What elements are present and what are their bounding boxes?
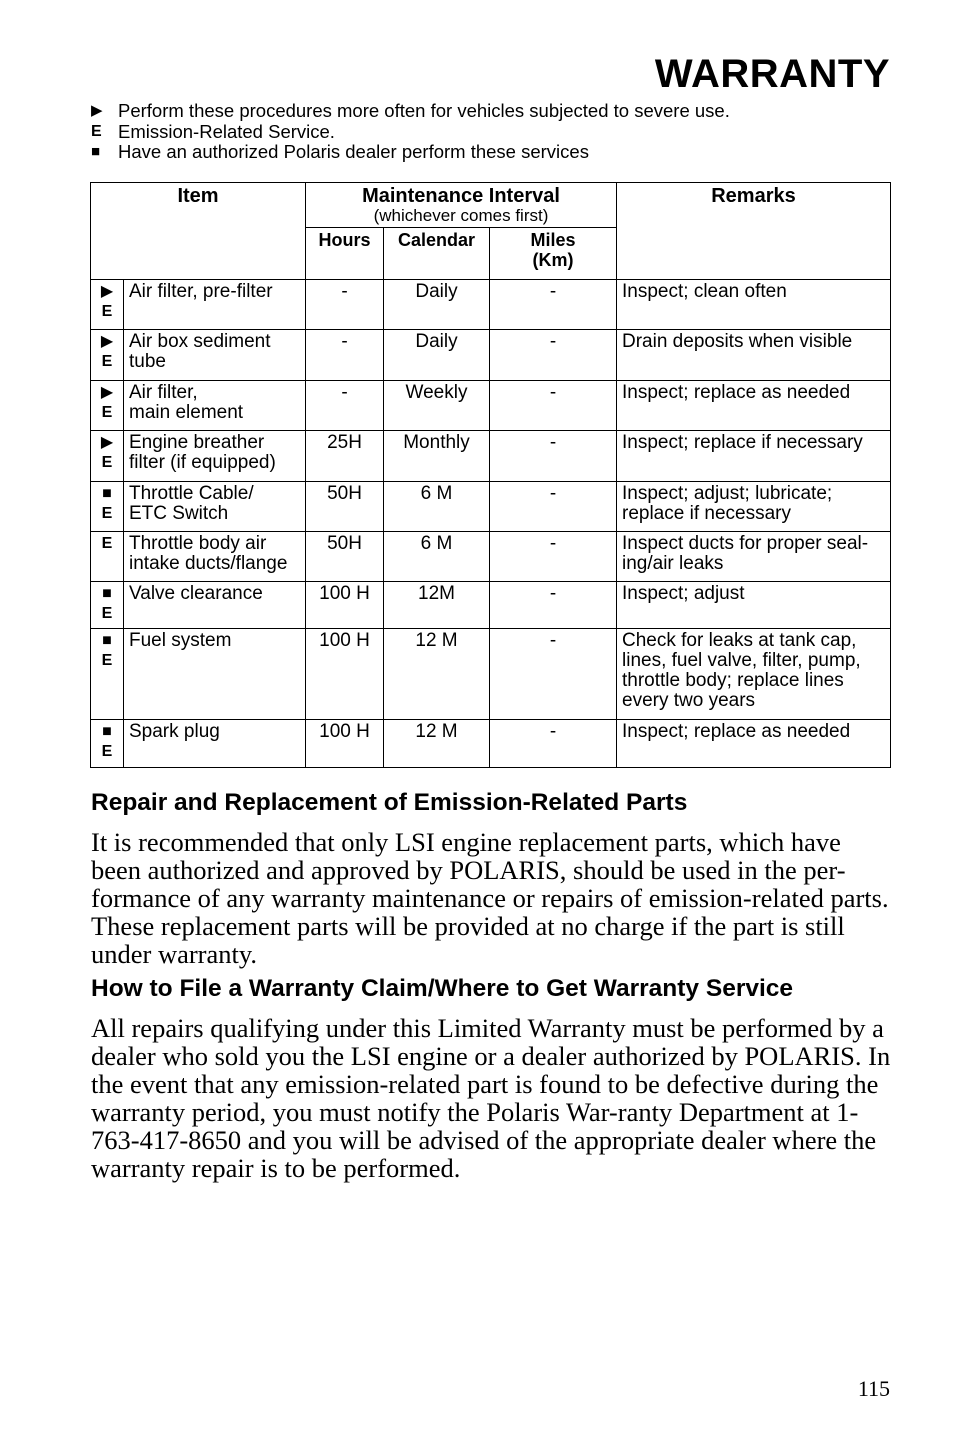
row-item: Air filter, main element xyxy=(124,381,306,431)
row-symbol: E xyxy=(101,303,113,320)
section-heading-claim: How to File a Warranty Claim/Where to Get Warranty Service xyxy=(91,975,794,1002)
row-calendar: Daily xyxy=(384,330,490,381)
row-symbols xyxy=(91,532,124,582)
row-miles: - xyxy=(490,532,617,582)
maintenance-table xyxy=(90,182,891,768)
legend xyxy=(91,101,730,163)
row-miles: - xyxy=(490,381,617,431)
table-row xyxy=(91,280,891,330)
table-row xyxy=(91,482,891,532)
row-hours: 50H xyxy=(306,482,384,532)
row-item: Air box sediment tube xyxy=(124,330,306,381)
page-number: 115 xyxy=(857,1376,890,1401)
triangle-icon: ▶ xyxy=(91,102,103,119)
row-miles: - xyxy=(490,582,617,629)
table-row xyxy=(91,582,891,629)
row-symbol: E xyxy=(101,652,113,669)
row-remarks: Inspect; replace as needed xyxy=(617,381,891,431)
row-symbol: ▶ xyxy=(100,384,114,401)
row-symbol: E xyxy=(101,454,113,471)
row-symbols xyxy=(91,582,124,629)
table-row xyxy=(91,381,891,431)
row-symbols xyxy=(91,330,124,381)
table-row xyxy=(91,532,891,582)
row-symbol: E xyxy=(101,743,113,760)
table-row xyxy=(91,720,891,768)
header-interval-note: (whichever comes first) xyxy=(373,206,549,225)
row-symbols xyxy=(91,381,124,431)
row-item: Fuel system xyxy=(124,629,306,720)
row-symbol: E xyxy=(101,535,113,552)
section-heading-repair: Repair and Replacement of Emission-Related Parts xyxy=(91,789,688,816)
section-body-claim: All repairs qualifying under this Limited Warranty must be performed by a dealer who sold you the LSI engine or a dealer authorized by POLARIS. In the event that any emission-related part is found to be defective during the warranty period, you must notify the Polaris War-ranty Department at 1-763-417-8650 and you will be advised of the appropriate dealer where the warranty repair is to be performed. xyxy=(91,1013,891,1183)
row-item: Throttle Cable/ ETC Switch xyxy=(124,482,306,532)
page-title: WARRANTY xyxy=(654,52,890,96)
row-calendar: Weekly xyxy=(384,381,490,431)
table-row xyxy=(91,431,891,482)
row-remarks: Inspect; replace as needed xyxy=(617,720,891,768)
row-symbols xyxy=(91,280,124,330)
row-remarks: Check for leaks at tank cap, lines, fuel valve, filter, pump, throttle body; replace lines every two years xyxy=(617,629,891,720)
row-symbol: ▶ xyxy=(100,434,114,451)
row-miles: - xyxy=(490,482,617,532)
header-item: Item xyxy=(91,183,306,280)
legend-text: Emission-Related Service. xyxy=(118,120,335,142)
section-body-repair: It is recommended that only LSI engine replacement parts, which have been authorized and approved by POLARIS, should be used in the per-formance of any warranty maintenance or repairs of emission-related parts. These replacement parts will be provided at no charge if the part is still under warranty. xyxy=(91,827,889,969)
row-hours: 100 H xyxy=(306,720,384,768)
row-symbols xyxy=(91,720,124,768)
row-remarks: Inspect; adjust; lubricate; replace if necessary xyxy=(617,482,891,532)
row-hours: - xyxy=(306,330,384,381)
row-remarks: Inspect; adjust xyxy=(617,582,891,629)
row-miles: - xyxy=(490,720,617,768)
header-interval: Maintenance Interval (whichever comes first) xyxy=(306,183,617,228)
row-symbol: E xyxy=(101,404,113,421)
row-miles: - xyxy=(490,629,617,720)
row-hours: 50H xyxy=(306,532,384,582)
legend-item-emission xyxy=(91,122,730,143)
row-remarks: Inspect; clean often xyxy=(617,280,891,330)
row-miles: - xyxy=(490,431,617,482)
row-symbol: ▶ xyxy=(100,283,114,300)
row-item: Spark plug xyxy=(124,720,306,768)
row-miles: - xyxy=(490,330,617,381)
row-symbol: ■ xyxy=(102,585,112,602)
header-remarks: Remarks xyxy=(617,183,891,280)
row-calendar: 12 M xyxy=(384,629,490,720)
row-symbols xyxy=(91,482,124,532)
header-calendar: Calendar xyxy=(384,228,490,280)
row-hours: 25H xyxy=(306,431,384,482)
legend-text: Have an authorized Polaris dealer perform these services xyxy=(118,141,589,162)
row-calendar: 6 M xyxy=(384,482,490,532)
row-hours: 100 H xyxy=(306,582,384,629)
header-miles: Miles (Km) xyxy=(490,228,617,280)
row-hours: 100 H xyxy=(306,629,384,720)
row-calendar: Daily xyxy=(384,280,490,330)
row-symbol: ▶ xyxy=(100,333,114,350)
legend-text: Perform these procedures more often for vehicles subjected to severe use. xyxy=(118,100,730,121)
emission-symbol: E xyxy=(91,122,102,140)
row-calendar: 12 M xyxy=(384,720,490,768)
legend-item-dealer xyxy=(91,142,730,163)
row-symbol: E xyxy=(101,605,113,622)
row-remarks: Drain deposits when visible xyxy=(617,330,891,381)
table-row xyxy=(91,629,891,720)
row-symbol: ■ xyxy=(102,632,112,649)
row-remarks: Inspect; replace if necessary xyxy=(617,431,891,482)
row-hours: - xyxy=(306,381,384,431)
row-symbol: E xyxy=(101,353,113,370)
header-hours: Hours xyxy=(306,228,384,280)
row-item: Air filter, pre-filter xyxy=(124,280,306,330)
row-hours: - xyxy=(306,280,384,330)
square-icon: ■ xyxy=(91,143,101,160)
row-symbol: ■ xyxy=(102,485,112,502)
row-calendar: 12M xyxy=(384,582,490,629)
row-symbols xyxy=(91,431,124,482)
row-symbol: E xyxy=(101,505,113,522)
row-miles: - xyxy=(490,280,617,330)
row-calendar: Monthly xyxy=(384,431,490,482)
legend-item-severe-use xyxy=(91,101,730,122)
row-remarks: Inspect ducts for proper seal-ing/air leaks xyxy=(617,532,891,582)
row-item: Engine breather filter (if equipped) xyxy=(124,431,306,482)
row-symbols xyxy=(91,629,124,720)
table-header-row xyxy=(91,183,891,228)
row-item: Valve clearance xyxy=(124,582,306,629)
table-row xyxy=(91,330,891,381)
row-symbol: ■ xyxy=(102,723,112,740)
row-item: Throttle body air intake ducts/flange xyxy=(124,532,306,582)
row-calendar: 6 M xyxy=(384,532,490,582)
